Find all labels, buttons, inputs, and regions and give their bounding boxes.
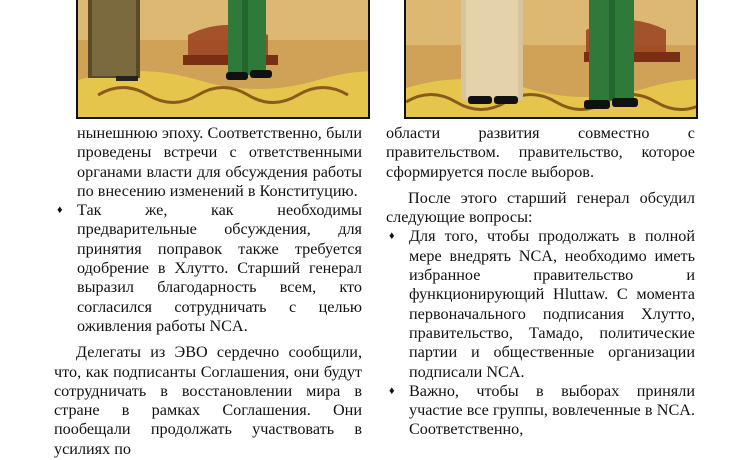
- photo-illustration-left: [78, 0, 368, 117]
- text-column-left: [54, 124, 362, 459]
- photo-meeting-right: [404, 0, 698, 119]
- bullet-item: [386, 382, 695, 440]
- photo-meeting-left: [76, 0, 370, 119]
- bullet-text: Для того, чтобы продолжать в полной мере внедрять NCA, необходимо иметь избранное правительство и функционирующий Hluttaw. С момента первоначального подписания Хлутто, правительство, Тамадо, политические партии и общественные организации подписали NCA.: [409, 227, 695, 381]
- bullet-item: [54, 201, 362, 336]
- bullet-text: Важно, чтобы в выборах приняли участие все группы, вовлеченные в NCA. Соответственно,: [409, 381, 695, 439]
- diamond-bullet-icon: ♦: [389, 230, 395, 243]
- continued-paragraph: нынешнюю эпоху. Соответственно, были проведены встречи с ответственными органами власти для обсуждения работы по внесению изменений в Конституцию.: [77, 124, 362, 200]
- diamond-bullet-icon: ♦: [57, 204, 63, 217]
- bullet-item: [386, 227, 695, 381]
- text-column-right: [386, 124, 695, 440]
- photo-illustration-right: [406, 0, 696, 117]
- diamond-bullet-icon: ♦: [389, 384, 395, 397]
- paragraph: После этого старший генерал обсудил следующие вопросы:: [386, 188, 695, 227]
- bullet-text: Так же, как необходимы предварительные обсуждения, для принятия поправок также требуется одобрение в Хлутто. Старший генерал выразил благодарность всем, кто согласился сотрудничать с целью оживления работы NCA.: [77, 201, 362, 335]
- continued-paragraph: области развития совместно с правительством. правительство, которое сформируется после выборов.: [386, 124, 695, 181]
- paragraph: Делегаты из ЭВО сердечно сообщили, что, как подписанты Соглашения, они будут сотрудничать в восстановлении мира в стране в рамках Соглашения. Они пообещали продолжать участвовать в усилиях по: [54, 343, 362, 458]
